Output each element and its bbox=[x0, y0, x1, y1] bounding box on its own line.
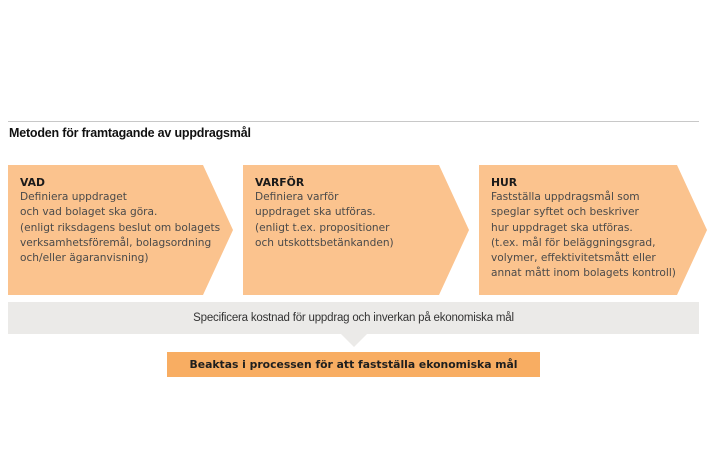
step-varfor bbox=[243, 165, 469, 295]
step-heading: HUR bbox=[491, 176, 518, 189]
step-line: och vad bolaget ska göra. bbox=[20, 206, 158, 219]
diagram-title: Metoden för framtagande av uppdragsmål bbox=[9, 126, 251, 140]
step-line: volymer, effektivitetsmått eller bbox=[491, 252, 656, 265]
down-pointer-icon bbox=[341, 334, 367, 347]
result-text: Beaktas i processen för att fastställa ekonomiska mål bbox=[189, 358, 518, 371]
cost-specification-band bbox=[8, 302, 699, 334]
step-heading: VAD bbox=[20, 176, 45, 189]
step-line: verksamhetsföremål, bolagsordning bbox=[20, 236, 212, 249]
step-line: uppdraget ska utföras. bbox=[255, 206, 376, 219]
step-line: Fastställa uppdragsmål som bbox=[491, 191, 640, 204]
step-line: (enligt t.ex. propositioner bbox=[255, 221, 390, 234]
step-heading: VARFÖR bbox=[255, 176, 305, 189]
step-line: Definiera uppdraget bbox=[20, 191, 127, 204]
step-line: Definiera varför bbox=[255, 191, 339, 204]
band-text: Specificera kostnad för uppdrag och inverkan på ekonomiska mål bbox=[193, 312, 514, 324]
step-vad bbox=[8, 165, 233, 295]
step-vad-text bbox=[20, 175, 220, 266]
step-line: (enligt riksdagens beslut om bolagets bbox=[20, 221, 221, 234]
step-line: speglar syftet och beskriver bbox=[491, 206, 639, 219]
step-line: och utskottsbetänkanden) bbox=[255, 236, 394, 249]
step-line: annat mått inom bolagets kontroll) bbox=[491, 267, 676, 280]
step-hur bbox=[479, 165, 707, 295]
result-box bbox=[167, 352, 540, 377]
step-line: hur uppdraget ska utföras. bbox=[491, 221, 633, 234]
step-hur-text bbox=[491, 175, 676, 281]
step-varfor-text bbox=[255, 175, 394, 251]
title-divider bbox=[8, 121, 699, 122]
step-line: (t.ex. mål för beläggningsgrad, bbox=[491, 236, 656, 249]
step-line: och/eller ägaranvisning) bbox=[20, 252, 149, 265]
